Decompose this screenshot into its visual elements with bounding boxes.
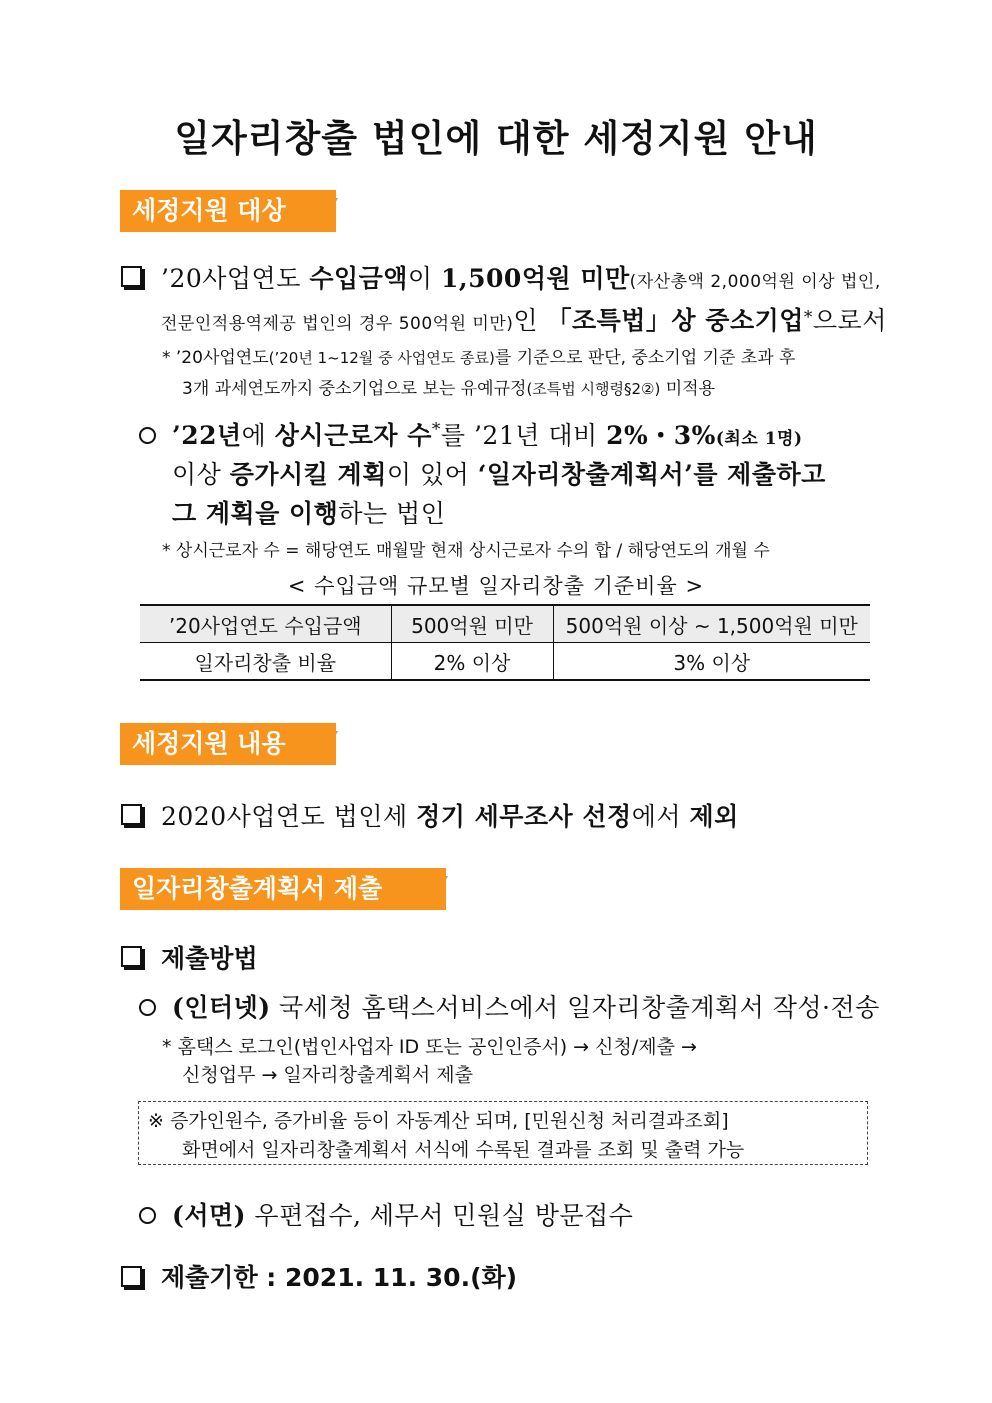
table-caption: < 수입금액 규모별 일자리창출 기준비율 > [287,574,705,598]
circle-bullet [139,427,156,444]
footnote-mark: * [803,307,813,328]
text: 이 [407,264,442,293]
checkbox-bullet [121,1266,142,1287]
text: 에서 [631,802,690,831]
table-header-cell: ’20사업연도 수입금액 [140,605,391,643]
checkbox-bullet [121,266,142,287]
target-item-line2 [161,301,887,337]
emph-audit: 정기 세무조사 선정 [416,802,632,831]
section-banner-target [120,190,354,232]
emph-threshold: 1,500억원 미만 [441,264,630,293]
text: ’20사업연도 [161,264,310,293]
method-heading: 제출방법 [161,944,258,973]
section-banner-label: 세정지원 대상 [120,190,336,232]
asset-note: (자산총액 2,000억원 이상 법인, [629,272,881,292]
employee-condition-line3 [172,494,445,530]
text: (’20년 1~12월 중 사업연도 종료) [268,349,495,367]
target-item-line1 [161,259,881,295]
text: 미적용 [660,379,716,399]
text: 를 기준으로 판단, 중소기업 기준 초과 후 [494,348,796,368]
text: (조특법 시행령§2②) [526,380,661,398]
circle-bullet [139,999,156,1016]
text: 2020사업연도 법인세 [161,802,417,831]
table-header-row [140,605,870,643]
table-cell: 일자리창출 비율 [140,643,391,681]
notice-line1: ※ 증가인원수, 증가비율 등이 자동계산 되며, [민원신청 처리결과조회] [148,1110,729,1132]
emph-submit: ‘일자리창출계획서’를 제출하고 [477,460,826,489]
section-banner-support [120,723,354,765]
support-item [161,797,739,833]
paper-method [172,1196,633,1232]
text: 하는 법인 [338,499,446,528]
text: 우편접수, 세무서 민원실 방문접수 [245,1201,634,1230]
table-header-cell: 500억원 이상 ~ 1,500억원 미만 [553,605,870,643]
text: 에 [241,421,275,450]
section-banner-label: 일자리창출계획서 제출 [120,868,446,910]
text: 3개 과세연도까지 중소기업으로 보는 유예규정 [182,379,527,399]
table-header-cell: 500억원 미만 [391,605,553,643]
checkbox-bullet [121,804,142,825]
emph-year: ’22년 [172,421,242,450]
section-banner-label: 세정지원 내용 [120,723,336,765]
emph-internet: (인터넷) [172,993,271,1022]
emph-revenue: 수입금액 [309,264,408,293]
text: 국세청 홈택스서비스에서 일자리창출계획서 작성·전송 [270,993,880,1022]
table-cell: 3% 이상 [553,643,870,681]
employee-condition-line1 [172,416,803,452]
text: 으로서 [812,306,887,335]
section-banner-submission [120,868,464,910]
footnote-employee-count: * 상시근로자 수 = 해당연도 매월말 현재 상시근로자 수의 합 / 해당연도의 개월 수 [162,541,770,561]
footnote-mark: * [431,419,441,440]
emph-exclude: 제외 [689,802,739,831]
checkbox-bullet [121,946,142,967]
emph-execute: 그 계획을 이행 [172,499,339,528]
notice-line2: 화면에서 일자리창출계획서 서식에 수록된 결과를 조회 및 출력 가능 [182,1139,745,1161]
emph-minimum: (최소 1명) [715,429,803,449]
text: 를 ’21년 대비 [440,421,607,450]
emph-rate: 2%・3% [606,421,716,450]
emph-plan: 증가시킬 계획 [229,460,387,489]
employee-condition-line2 [172,455,826,491]
table-cell: 2% 이상 [391,643,553,681]
text: * ’20사업연도 [162,348,269,368]
criteria-table [140,604,870,681]
text: 이 있어 [386,460,478,489]
hometax-path-line2: 신청업무 → 일자리창출계획서 제출 [182,1064,473,1086]
emph-paper: (서면) [172,1201,246,1230]
hometax-path-line1: * 홈택스 로그인(법인사업자 ID 또는 공인인증서) → 신청/제출 → [162,1036,697,1058]
emph-employees: 상시근로자 수 [274,421,432,450]
table-row [140,643,870,681]
text: 이상 [172,460,230,489]
text: 인 [513,306,547,335]
submission-deadline: 제출기한 : 2021. 11. 30.(화) [161,1263,518,1292]
page-title: 일자리창출 법인에 대한 세정지원 안내 [174,117,818,160]
internet-method [172,988,880,1024]
footnote-sme-line1 [162,343,795,368]
footnote-sme-line2 [182,374,715,399]
professional-service-note: 전문인적용역제공 법인의 경우 500억원 미만) [161,314,514,334]
circle-bullet [139,1207,156,1224]
emph-sme: 「조특법」상 중소기업 [546,306,804,335]
